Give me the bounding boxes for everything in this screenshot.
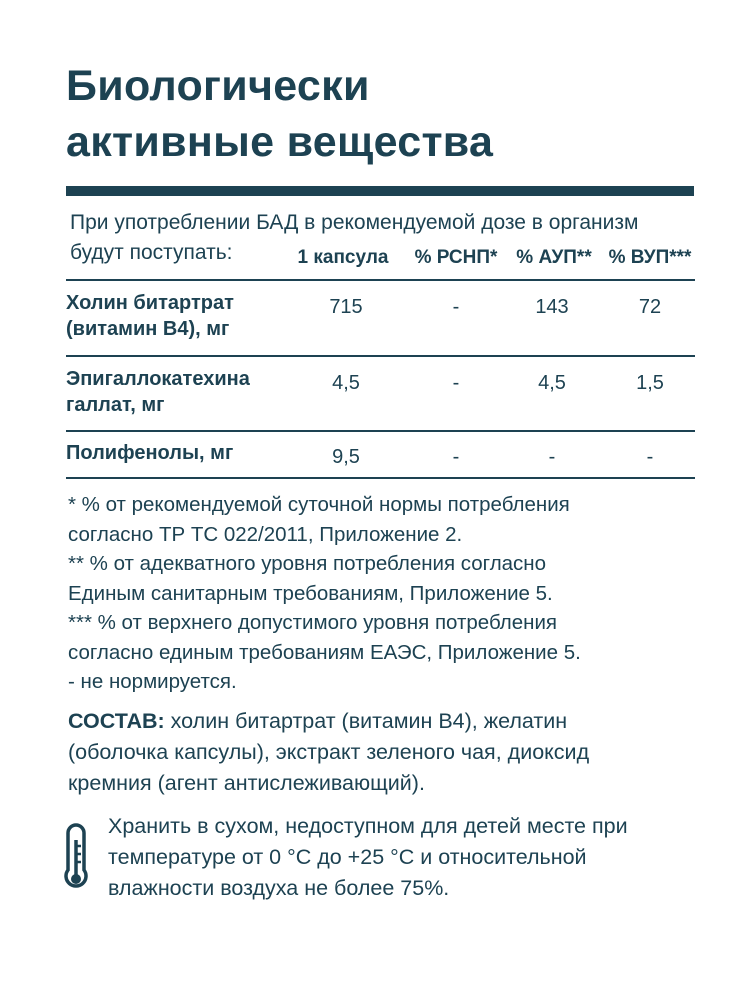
table-rule bbox=[66, 279, 695, 281]
table-cell: 143 bbox=[535, 296, 569, 318]
row-name-polyphenols bbox=[66, 440, 233, 466]
footnote-line: * % от рекомендуемой суточной нормы потребления bbox=[68, 493, 570, 516]
storage-text: температуре от 0 °С до +25 °С и относительной bbox=[108, 845, 587, 869]
table-cell: 4,5 bbox=[538, 372, 566, 394]
title-line-1: Биологически bbox=[66, 62, 370, 110]
footnote-line: Единым санитарным требованиям, Приложение 5. bbox=[68, 581, 553, 605]
table-cell: 9,5 bbox=[332, 446, 360, 468]
row-name-egcg bbox=[66, 366, 250, 418]
table-cell: 1,5 bbox=[636, 372, 664, 394]
table-cell: 4,5 bbox=[332, 372, 360, 394]
table-cell: - bbox=[452, 446, 460, 468]
title-line-2: активные вещества bbox=[66, 118, 494, 166]
row-name-line-1: Эпигаллокатехина bbox=[66, 368, 250, 390]
table-cell: - bbox=[548, 446, 556, 468]
table-rule bbox=[66, 355, 695, 357]
table-cell: - bbox=[452, 372, 460, 394]
intro-line-1: При употреблении БАД в рекомендуемой дозе в организм bbox=[70, 211, 639, 234]
storage-text: влажности воздуха не более 75%. bbox=[108, 876, 450, 900]
composition-text: холин битартрат (витамин В4), желатин bbox=[164, 709, 568, 733]
title-divider bbox=[66, 186, 694, 196]
row-name-line-1: Холин битартрат bbox=[66, 292, 234, 314]
composition-text: (оболочка капсулы), экстракт зеленого чая, диоксид bbox=[68, 740, 590, 764]
row-name-line-2: галлат, мг bbox=[66, 394, 165, 416]
table-rule bbox=[66, 430, 695, 432]
footnotes bbox=[68, 490, 718, 697]
storage-text: Хранить в сухом, недоступном для детей месте при bbox=[108, 814, 628, 838]
footnote-line: *** % от верхнего допустимого уровня потребления bbox=[68, 611, 558, 634]
table-cell: - bbox=[646, 446, 654, 468]
table-cell: - bbox=[452, 296, 460, 318]
composition-text: кремния (агент антислеживающий). bbox=[68, 771, 425, 795]
footnote-line: ** % от адекватного уровня потребления согласно bbox=[68, 552, 547, 575]
thermometer-icon bbox=[64, 822, 88, 892]
row-name-choline bbox=[66, 290, 234, 342]
column-header-capsule: 1 капсула bbox=[297, 247, 389, 268]
row-name-line-1: Полифенолы, мг bbox=[66, 442, 234, 464]
table-cell: 715 bbox=[329, 296, 363, 318]
table-rule bbox=[66, 477, 695, 479]
storage-conditions bbox=[108, 811, 718, 904]
column-header-aup: % АУП** bbox=[516, 247, 592, 268]
intro-line-2: будут поступать: bbox=[70, 241, 233, 264]
column-header-vup: % ВУП*** bbox=[608, 247, 692, 268]
composition-label: СОСТАВ: bbox=[68, 709, 165, 733]
table-cell: 72 bbox=[638, 296, 662, 318]
page-title bbox=[66, 58, 493, 170]
composition bbox=[68, 706, 718, 799]
row-name-line-2: (витамин В4), мг bbox=[66, 318, 230, 340]
footnote-line: - не нормируется. bbox=[68, 670, 237, 693]
footnote-line: согласно единым требованиям ЕАЭС, Приложение 5. bbox=[68, 640, 581, 664]
column-header-rsnp: % РСНП* bbox=[414, 247, 498, 268]
footnote-line: согласно ТР ТС 022/2011, Приложение 2. bbox=[68, 522, 463, 546]
